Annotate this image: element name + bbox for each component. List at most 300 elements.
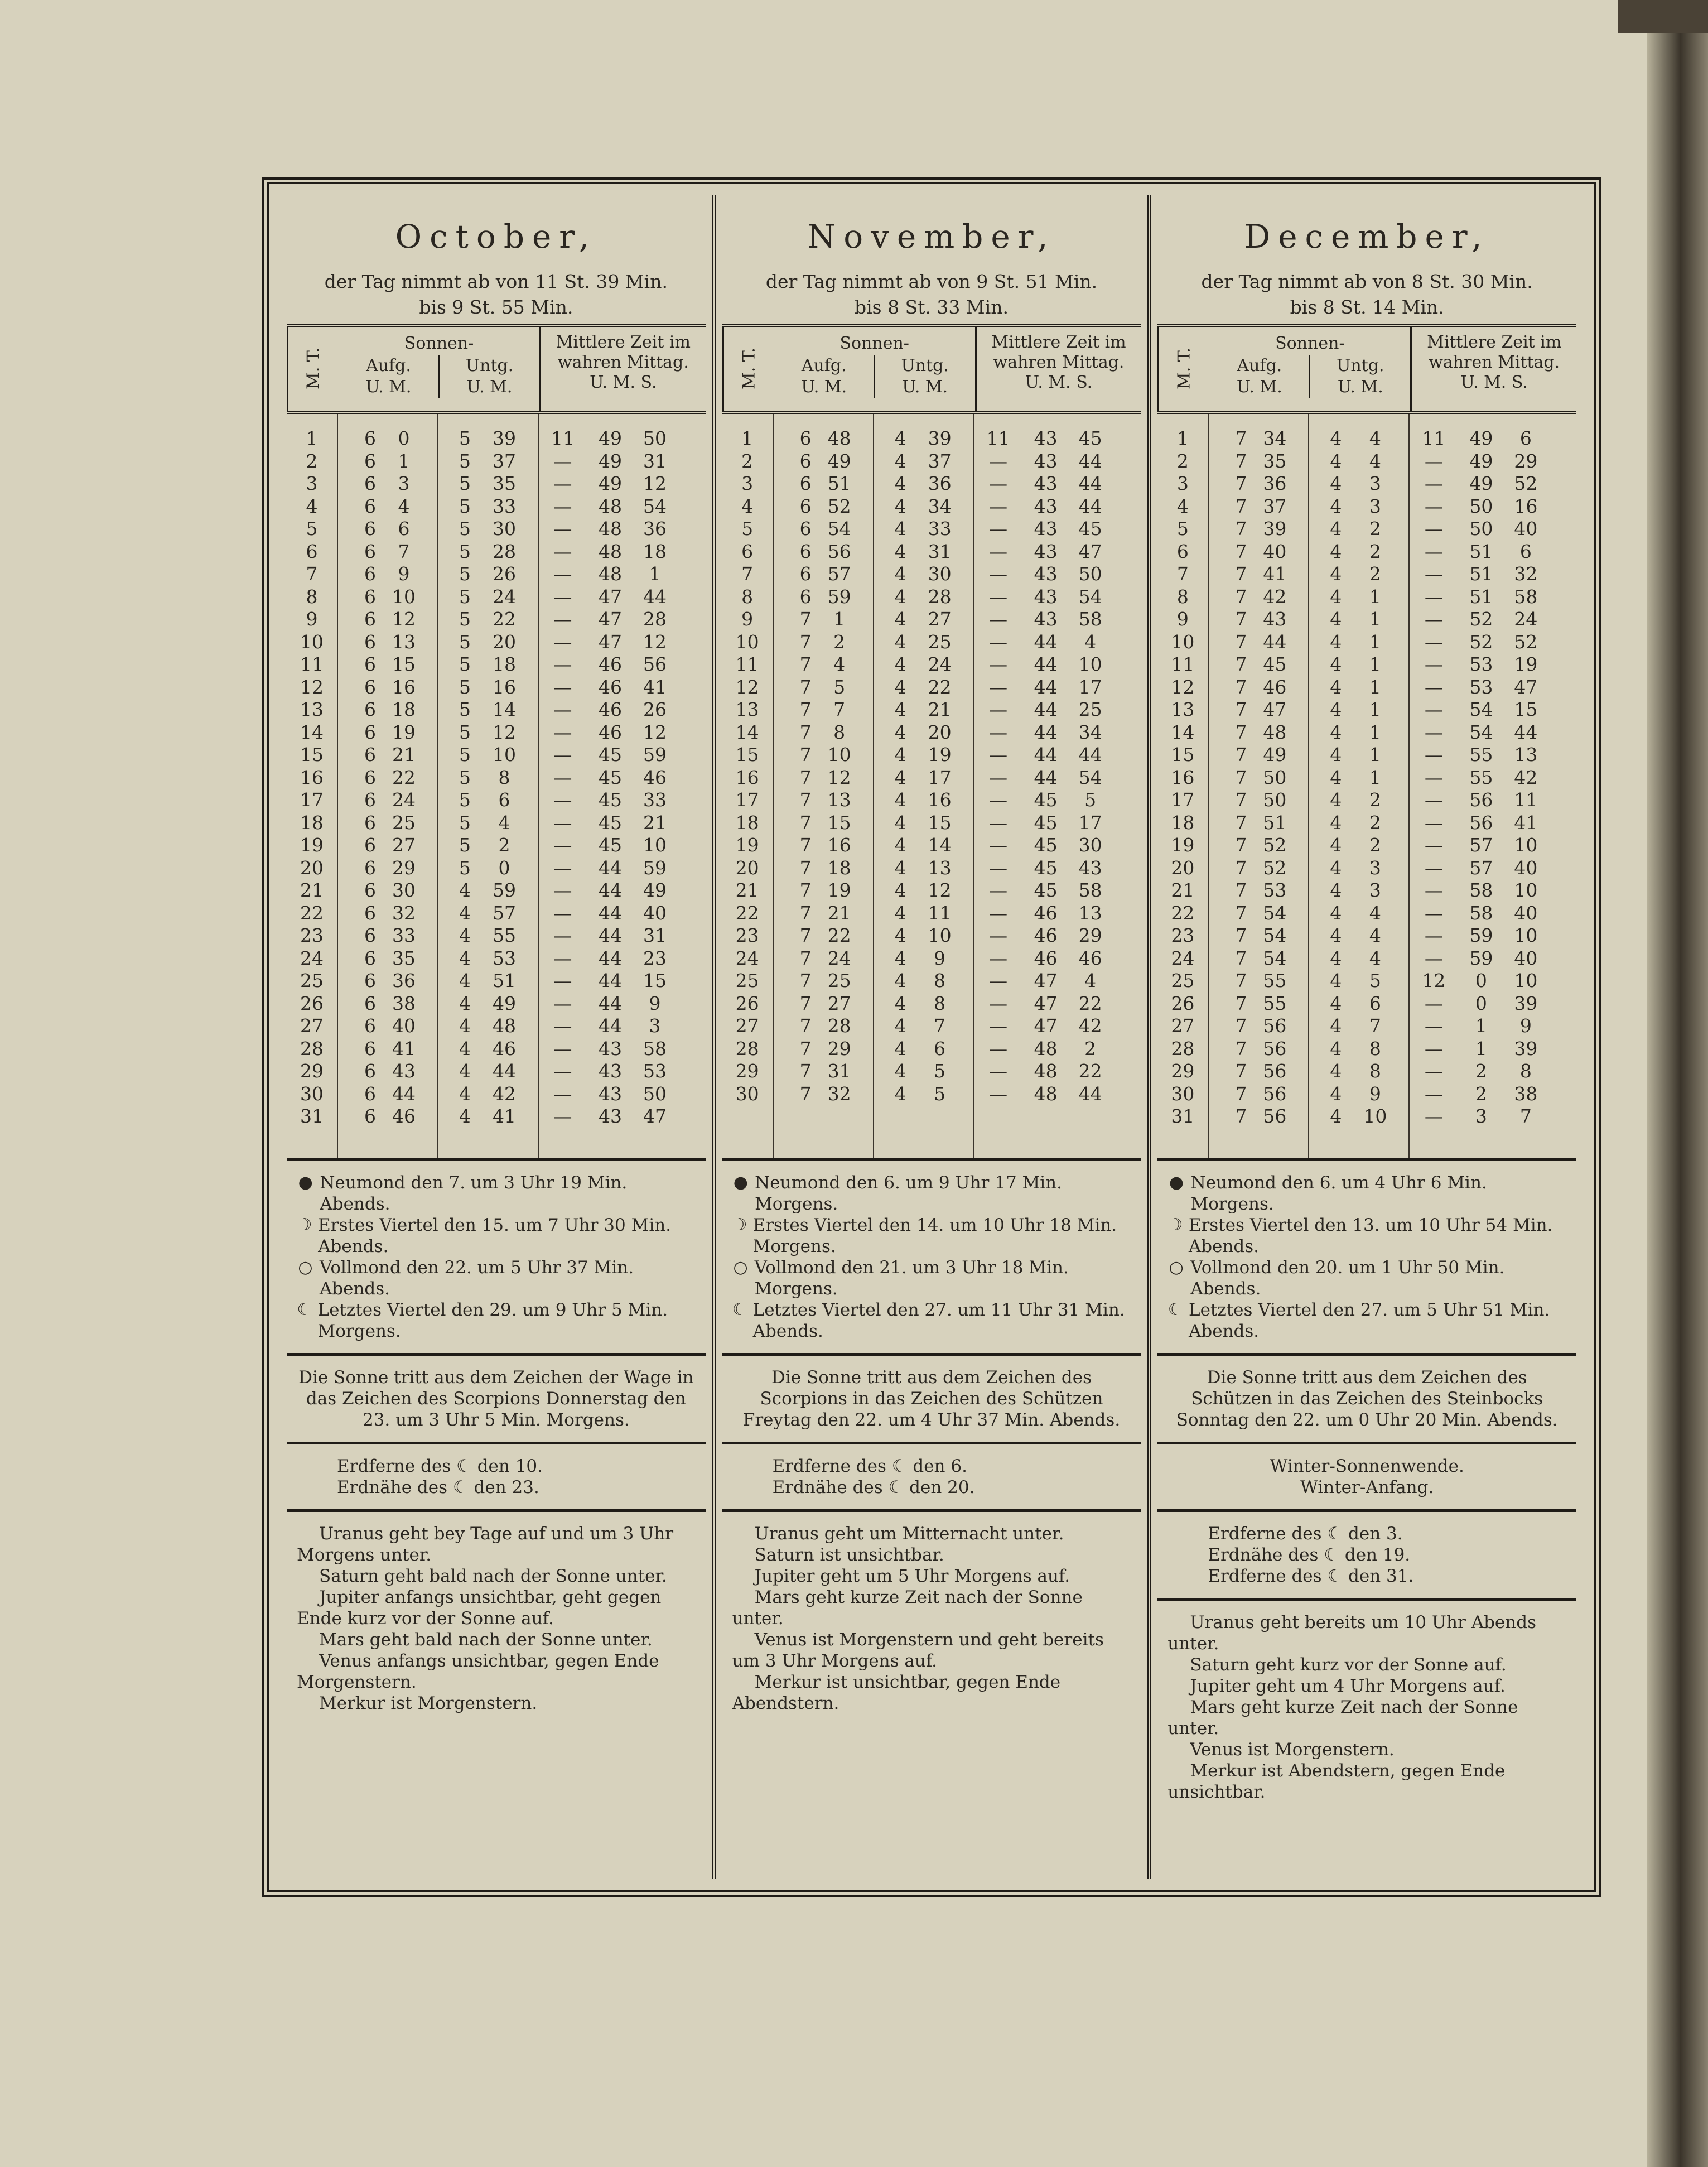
day-cell: 21 xyxy=(1171,879,1195,901)
rise-min-cell: 56 xyxy=(1263,1015,1287,1037)
table-row xyxy=(722,518,1141,541)
set-hour-cell: 4 xyxy=(459,902,471,924)
rise-hour-cell: 6 xyxy=(799,540,812,562)
moon-phases xyxy=(1157,1158,1576,1353)
table-row xyxy=(287,721,706,744)
set-min-cell: 4 xyxy=(1369,924,1381,946)
planet-line: Saturn geht kurz vor der Sonne auf. xyxy=(1190,1655,1507,1675)
mean-sec-cell: 43 xyxy=(1078,856,1102,879)
header-sun-label: Sonnen- xyxy=(404,334,474,353)
mean-min-cell: 44 xyxy=(599,992,622,1014)
mean-sec-cell: 44 xyxy=(1078,473,1102,494)
day-cell: 29 xyxy=(300,1060,324,1082)
mean-sec-cell: 2 xyxy=(1084,1037,1097,1060)
mean-sec-cell: 40 xyxy=(643,902,667,924)
set-hour-cell: 4 xyxy=(1330,563,1342,585)
month-title: December, xyxy=(1244,218,1490,256)
set-min-cell: 35 xyxy=(493,473,516,494)
mean-min-cell: 51 xyxy=(1469,540,1493,562)
mean-hour-cell: — xyxy=(1424,495,1443,517)
header-month-day: M. T. xyxy=(1157,327,1209,411)
table-row xyxy=(722,993,1141,1015)
mean-min-cell: 47 xyxy=(1034,992,1058,1014)
mean-hour-cell: — xyxy=(989,450,1008,472)
set-min-cell: 6 xyxy=(1369,992,1381,1014)
set-min-cell: 8 xyxy=(498,766,510,788)
table-row xyxy=(722,857,1141,880)
mean-sec-cell: 59 xyxy=(643,856,667,879)
rise-hour-cell: 7 xyxy=(1235,608,1247,630)
mean-min-cell: 44 xyxy=(599,879,622,901)
rise-hour-cell: 6 xyxy=(364,495,376,517)
set-hour-cell: 5 xyxy=(459,450,471,472)
column-rule xyxy=(1408,414,1410,1158)
mean-min-cell: 48 xyxy=(1034,1037,1058,1060)
planet-line: Uranus geht um Mitternacht unter. xyxy=(754,1524,1064,1544)
header-sun xyxy=(1209,327,1412,411)
rise-hour-cell: 7 xyxy=(799,1037,812,1060)
rise-min-cell: 55 xyxy=(1263,970,1287,991)
table-row xyxy=(722,970,1141,993)
set-hour-cell: 4 xyxy=(894,427,906,449)
mean-sec-cell: 12 xyxy=(643,630,667,653)
mean-hour-cell: 11 xyxy=(1422,427,1446,449)
planet-line: Venus ist Morgenstern. xyxy=(1190,1740,1395,1760)
table-row xyxy=(1157,834,1576,857)
set-min-cell: 44 xyxy=(493,1060,516,1082)
set-min-cell: 4 xyxy=(1369,902,1381,924)
day-cell: 16 xyxy=(300,766,324,788)
set-hour-cell: 4 xyxy=(894,789,906,811)
set-min-cell: 14 xyxy=(928,834,952,856)
mean-hour-cell: — xyxy=(553,789,572,811)
table-row xyxy=(287,518,706,541)
table-row xyxy=(287,1060,706,1083)
planet-line: Uranus geht bey Tage auf und um 3 Uhr Morgens unter. xyxy=(297,1524,674,1565)
set-min-cell: 19 xyxy=(928,744,952,765)
header-rise xyxy=(1209,355,1310,398)
rise-min-cell: 54 xyxy=(1263,902,1287,924)
mean-sec-cell: 28 xyxy=(643,608,667,630)
set-min-cell: 2 xyxy=(1369,789,1381,811)
day-length-line: bis 8 St. 33 Min. xyxy=(855,296,1009,318)
table-row xyxy=(722,721,1141,744)
rise-hour-cell: 6 xyxy=(364,902,376,924)
mean-sec-cell: 52 xyxy=(1514,630,1538,653)
rise-hour-cell: 7 xyxy=(799,811,812,834)
mean-min-cell: 44 xyxy=(599,902,622,924)
mean-sec-cell: 42 xyxy=(1078,1015,1102,1037)
mean-hour-cell: — xyxy=(1424,450,1443,472)
header-rise xyxy=(774,355,875,398)
set-hour-cell: 4 xyxy=(1330,834,1342,856)
set-hour-cell: 4 xyxy=(1330,856,1342,879)
set-min-cell: 31 xyxy=(928,540,952,562)
table-row xyxy=(1157,812,1576,835)
mean-sec-cell: 8 xyxy=(1519,1060,1532,1082)
mean-hour-cell: — xyxy=(1424,811,1443,834)
table-row xyxy=(1157,970,1576,993)
mean-hour-cell: — xyxy=(553,970,572,991)
rise-hour-cell: 6 xyxy=(364,540,376,562)
rise-hour-cell: 7 xyxy=(799,970,812,991)
set-hour-cell: 4 xyxy=(894,699,906,720)
moon-phase-text: Letztes Viertel den 27. um 5 Uhr 51 Min. Abends. xyxy=(1189,1300,1550,1341)
month-column xyxy=(280,195,716,1879)
set-min-cell: 34 xyxy=(928,495,952,517)
rise-hour-cell: 7 xyxy=(1235,676,1247,698)
set-hour-cell: 4 xyxy=(894,992,906,1014)
moon-phase-text: Erstes Viertel den 15. um 7 Uhr 30 Min. Abends. xyxy=(318,1215,672,1256)
mean-hour-cell: — xyxy=(1424,924,1443,946)
set-hour-cell: 4 xyxy=(894,540,906,562)
set-hour-cell: 4 xyxy=(894,947,906,969)
set-min-cell: 22 xyxy=(928,676,952,698)
table-row xyxy=(1157,699,1576,721)
set-hour-cell: 4 xyxy=(1330,902,1342,924)
day-cell: 24 xyxy=(300,947,324,969)
set-min-cell: 37 xyxy=(928,450,952,472)
mean-min-cell: 52 xyxy=(1469,630,1493,653)
day-cell: 8 xyxy=(306,585,318,608)
set-hour-cell: 4 xyxy=(1330,1105,1342,1127)
table-row xyxy=(287,563,706,586)
mean-min-cell: 49 xyxy=(1469,427,1493,449)
mean-sec-cell: 44 xyxy=(1078,1082,1102,1105)
rise-min-cell: 44 xyxy=(392,1082,416,1105)
rise-hour-cell: 7 xyxy=(799,608,812,630)
mean-hour-cell: — xyxy=(989,630,1008,653)
set-min-cell: 2 xyxy=(1369,540,1381,562)
header-mean-time-line: wahren Mittag. xyxy=(993,353,1125,372)
set-hour-cell: 4 xyxy=(1330,608,1342,630)
mean-hour-cell: — xyxy=(553,924,572,946)
set-hour-cell: 5 xyxy=(459,585,471,608)
set-hour-cell: 4 xyxy=(894,1015,906,1037)
table-row xyxy=(722,608,1141,631)
moon-phase-entry xyxy=(732,1299,1131,1342)
set-min-cell: 51 xyxy=(493,970,516,991)
moon-phase-icon: ● xyxy=(298,1173,313,1192)
set-min-cell: 11 xyxy=(928,902,952,924)
mean-min-cell: 55 xyxy=(1469,744,1493,765)
mean-min-cell: 43 xyxy=(599,1060,622,1082)
mean-sec-cell: 10 xyxy=(1078,653,1102,675)
set-min-cell: 30 xyxy=(493,518,516,540)
day-cell: 5 xyxy=(1176,518,1189,540)
set-min-cell: 16 xyxy=(493,676,516,698)
rise-hour-cell: 7 xyxy=(799,947,812,969)
table-row xyxy=(1157,631,1576,654)
mean-hour-cell: — xyxy=(1424,608,1443,630)
table-row xyxy=(287,495,706,518)
header-mean-time-line: wahren Mittag. xyxy=(557,353,689,372)
mean-hour-cell: — xyxy=(553,608,572,630)
rise-hour-cell: 6 xyxy=(364,834,376,856)
day-cell: 12 xyxy=(300,676,324,698)
table-row xyxy=(722,879,1141,902)
rise-hour-cell: 6 xyxy=(799,495,812,517)
set-hour-cell: 5 xyxy=(459,834,471,856)
mean-hour-cell: — xyxy=(989,924,1008,946)
mean-hour-cell: — xyxy=(1424,721,1443,743)
rise-min-cell: 43 xyxy=(1263,608,1287,630)
mean-min-cell: 43 xyxy=(1034,473,1058,494)
mean-sec-cell: 12 xyxy=(643,721,667,743)
rise-hour-cell: 7 xyxy=(799,1082,812,1105)
table-row xyxy=(1157,1083,1576,1106)
mean-hour-cell: — xyxy=(1424,766,1443,788)
mean-hour-cell: — xyxy=(1424,947,1443,969)
rise-min-cell: 24 xyxy=(827,947,851,969)
rise-hour-cell: 6 xyxy=(364,1037,376,1060)
header-set-label: Untg. xyxy=(465,356,514,375)
set-hour-cell: 4 xyxy=(1330,970,1342,991)
set-min-cell: 9 xyxy=(934,947,946,969)
mean-min-cell: 58 xyxy=(1469,879,1493,901)
table-row xyxy=(287,631,706,654)
mean-min-cell: 44 xyxy=(599,970,622,991)
mean-min-cell: 46 xyxy=(1034,924,1058,946)
mean-min-cell: 44 xyxy=(599,1015,622,1037)
set-min-cell: 37 xyxy=(493,450,516,472)
rise-min-cell: 48 xyxy=(1263,721,1287,743)
set-min-cell: 39 xyxy=(493,427,516,449)
rise-min-cell: 15 xyxy=(392,653,416,675)
day-cell: 10 xyxy=(1171,630,1195,653)
rise-hour-cell: 7 xyxy=(799,676,812,698)
mean-min-cell: 45 xyxy=(1034,834,1058,856)
mean-hour-cell: — xyxy=(553,766,572,788)
mean-sec-cell: 1 xyxy=(649,563,661,585)
rise-min-cell: 40 xyxy=(1263,540,1287,562)
mean-min-cell: 57 xyxy=(1469,834,1493,856)
mean-min-cell: 43 xyxy=(1034,518,1058,540)
header-mean-time-line: Mittlere Zeit im xyxy=(991,333,1126,352)
header-month-day: M. T. xyxy=(287,327,339,411)
mean-sec-cell: 9 xyxy=(1519,1015,1532,1037)
moon-phase-entry xyxy=(732,1257,1131,1299)
mean-hour-cell: — xyxy=(1424,1037,1443,1060)
rise-min-cell: 6 xyxy=(398,518,410,540)
set-hour-cell: 4 xyxy=(1330,473,1342,494)
set-min-cell: 9 xyxy=(1369,1082,1381,1105)
mean-hour-cell: — xyxy=(1424,1060,1443,1082)
set-hour-cell: 4 xyxy=(894,585,906,608)
header-mean-time-units: U. M. S. xyxy=(590,373,657,392)
mean-hour-cell: — xyxy=(989,495,1008,517)
rise-min-cell: 39 xyxy=(1263,518,1287,540)
table-row xyxy=(722,563,1141,586)
rise-hour-cell: 6 xyxy=(364,970,376,991)
mean-min-cell: 46 xyxy=(599,653,622,675)
set-min-cell: 5 xyxy=(934,1082,946,1105)
mean-hour-cell: — xyxy=(553,585,572,608)
mean-sec-cell: 40 xyxy=(1514,856,1538,879)
set-min-cell: 49 xyxy=(493,992,516,1014)
mean-hour-cell: — xyxy=(1424,563,1443,585)
mean-sec-cell: 41 xyxy=(643,676,667,698)
set-min-cell: 28 xyxy=(928,585,952,608)
set-hour-cell: 5 xyxy=(459,744,471,765)
set-hour-cell: 4 xyxy=(894,970,906,991)
set-hour-cell: 4 xyxy=(459,1105,471,1127)
header-set-units: U. M. xyxy=(1337,377,1383,397)
planet-line: Mars geht kurze Zeit nach der Sonne unter. xyxy=(1167,1697,1518,1739)
day-cell: 15 xyxy=(300,744,324,765)
day-cell: 23 xyxy=(735,924,759,946)
rise-hour-cell: 7 xyxy=(799,902,812,924)
header-mean-time xyxy=(541,327,706,411)
set-min-cell: 48 xyxy=(493,1015,516,1037)
rise-min-cell: 41 xyxy=(1263,563,1287,585)
set-hour-cell: 4 xyxy=(894,518,906,540)
table-row xyxy=(287,699,706,721)
mean-min-cell: 59 xyxy=(1469,947,1493,969)
rise-hour-cell: 7 xyxy=(1235,721,1247,743)
set-min-cell: 36 xyxy=(928,473,952,494)
set-hour-cell: 4 xyxy=(1330,879,1342,901)
mean-sec-cell: 59 xyxy=(643,744,667,765)
set-hour-cell: 4 xyxy=(1330,495,1342,517)
day-cell: 18 xyxy=(735,811,759,834)
table-row xyxy=(1157,450,1576,473)
set-hour-cell: 4 xyxy=(894,902,906,924)
mean-sec-cell: 54 xyxy=(643,495,667,517)
table-row xyxy=(722,450,1141,473)
set-hour-cell: 5 xyxy=(459,676,471,698)
table-row xyxy=(722,744,1141,767)
day-cell: 7 xyxy=(306,563,318,585)
rise-min-cell: 22 xyxy=(827,924,851,946)
rise-hour-cell: 6 xyxy=(364,947,376,969)
set-min-cell: 5 xyxy=(934,1060,946,1082)
day-cell: 27 xyxy=(1171,1015,1195,1037)
mean-sec-cell: 50 xyxy=(643,427,667,449)
rise-hour-cell: 7 xyxy=(799,653,812,675)
rise-min-cell: 35 xyxy=(1263,450,1287,472)
mean-sec-cell: 41 xyxy=(1514,811,1538,834)
set-hour-cell: 5 xyxy=(459,540,471,562)
mean-sec-cell: 4 xyxy=(1084,970,1097,991)
day-cell: 25 xyxy=(300,970,324,991)
planet-line: Jupiter geht um 5 Uhr Morgens auf. xyxy=(754,1566,1070,1586)
planet-line: Venus ist Morgenstern und geht bereits um 3 Uhr Morgens auf. xyxy=(732,1630,1104,1671)
mean-sec-cell: 44 xyxy=(1514,721,1538,743)
rise-min-cell: 49 xyxy=(827,450,851,472)
set-min-cell: 1 xyxy=(1369,699,1381,720)
table-row xyxy=(1157,518,1576,541)
set-hour-cell: 5 xyxy=(459,495,471,517)
solstice-line: Winter-Anfang. xyxy=(1300,1477,1434,1497)
day-cell: 19 xyxy=(735,834,759,856)
mean-sec-cell: 7 xyxy=(1519,1105,1532,1127)
mean-hour-cell: — xyxy=(989,699,1008,720)
day-cell: 6 xyxy=(741,540,754,562)
moon-phase-icon: ☾ xyxy=(297,1300,312,1320)
mean-sec-cell: 19 xyxy=(1514,653,1538,675)
mean-min-cell: 53 xyxy=(1469,676,1493,698)
set-hour-cell: 4 xyxy=(459,970,471,991)
set-min-cell: 22 xyxy=(493,608,516,630)
header-rise-units: U. M. xyxy=(1236,377,1282,397)
mean-sec-cell: 30 xyxy=(1078,834,1102,856)
table-row xyxy=(287,924,706,947)
set-hour-cell: 5 xyxy=(459,721,471,743)
mean-hour-cell: — xyxy=(1424,630,1443,653)
header-mean-time-line: Mittlere Zeit im xyxy=(1427,333,1562,352)
set-min-cell: 7 xyxy=(934,1015,946,1037)
set-min-cell: 4 xyxy=(1369,450,1381,472)
day-cell: 21 xyxy=(300,879,324,901)
mean-sec-cell: 22 xyxy=(1078,1060,1102,1082)
set-min-cell: 10 xyxy=(928,924,952,946)
planet-line: Saturn geht bald nach der Sonne unter. xyxy=(319,1566,667,1586)
table-row xyxy=(1157,879,1576,902)
day-cell: 7 xyxy=(741,563,754,585)
zodiac-text: Die Sonne tritt aus dem Zeichen des Scorpions in das Zeichen des Schützen Freytag den 22. um 4 Uhr 37 Min. Abends. xyxy=(742,1367,1121,1430)
mean-sec-cell: 17 xyxy=(1078,676,1102,698)
table-row xyxy=(722,1015,1141,1038)
day-cell: 22 xyxy=(1171,902,1195,924)
set-hour-cell: 4 xyxy=(1330,450,1342,472)
table-row xyxy=(722,1060,1141,1083)
header-rise-units: U. M. xyxy=(801,377,847,397)
set-min-cell: 39 xyxy=(928,427,952,449)
table-row xyxy=(1157,857,1576,880)
rise-hour-cell: 6 xyxy=(364,699,376,720)
apsis-line: Erdferne des ☾ den 3. xyxy=(1208,1524,1403,1544)
rise-hour-cell: 7 xyxy=(1235,789,1247,811)
set-hour-cell: 4 xyxy=(1330,699,1342,720)
rise-hour-cell: 7 xyxy=(1235,947,1247,969)
set-hour-cell: 4 xyxy=(894,856,906,879)
mean-min-cell: 48 xyxy=(599,495,622,517)
set-hour-cell: 4 xyxy=(459,947,471,969)
table-row xyxy=(1157,473,1576,495)
table-row xyxy=(287,1083,706,1106)
day-cell: 17 xyxy=(300,789,324,811)
day-cell: 20 xyxy=(1171,856,1195,879)
moon-phase-text: Letztes Viertel den 27. um 11 Uhr 31 Min. Abends. xyxy=(752,1300,1125,1341)
day-cell: 23 xyxy=(1171,924,1195,946)
mean-hour-cell: — xyxy=(553,902,572,924)
column-rule xyxy=(873,414,874,1158)
table-row xyxy=(287,1038,706,1061)
set-min-cell: 8 xyxy=(1369,1060,1381,1082)
mean-sec-cell: 10 xyxy=(1514,834,1538,856)
day-cell: 18 xyxy=(1171,811,1195,834)
set-hour-cell: 4 xyxy=(1330,811,1342,834)
set-min-cell: 5 xyxy=(1369,970,1381,991)
mean-hour-cell: — xyxy=(553,495,572,517)
planet-line: Mars geht bald nach der Sonne unter. xyxy=(319,1630,653,1650)
moon-phase-entry xyxy=(1167,1299,1566,1342)
table-row xyxy=(722,902,1141,925)
table-row xyxy=(722,495,1141,518)
mean-hour-cell: — xyxy=(553,676,572,698)
rise-min-cell: 18 xyxy=(392,699,416,720)
mean-sec-cell: 49 xyxy=(643,879,667,901)
mean-sec-cell: 31 xyxy=(643,924,667,946)
mean-sec-cell: 21 xyxy=(643,811,667,834)
mean-sec-cell: 22 xyxy=(1078,992,1102,1014)
apsis-line: Erdnähe des ☾ den 20. xyxy=(772,1477,975,1497)
zodiac-text: Die Sonne tritt aus dem Zeichen der Wage in das Zeichen des Scorpions Donnerstag den 23. um 3 Uhr 5 Min. Morgens. xyxy=(298,1367,694,1430)
mean-min-cell: 44 xyxy=(599,947,622,969)
mean-hour-cell: — xyxy=(1424,992,1443,1014)
set-hour-cell: 5 xyxy=(459,563,471,585)
